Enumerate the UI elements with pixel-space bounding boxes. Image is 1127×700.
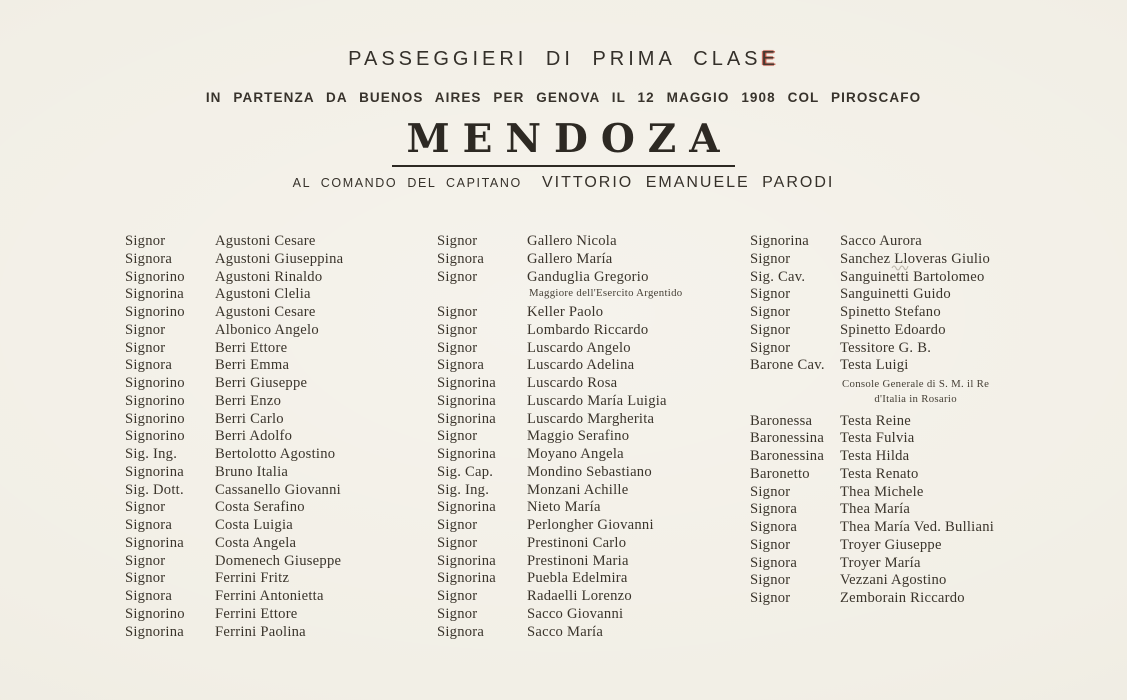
- passenger-name: Agustoni Rinaldo: [215, 268, 323, 285]
- passenger-row: [437, 464, 752, 482]
- passenger-honorific: Signorina: [437, 499, 497, 516]
- passenger-name: Spinetto Edoardo: [840, 321, 946, 338]
- passenger-row: [125, 606, 440, 624]
- passenger-name: Testa Luigi: [840, 357, 909, 374]
- passenger-honorific: Signor: [437, 321, 478, 338]
- passenger-row: [125, 233, 440, 251]
- passenger-row: [437, 251, 752, 269]
- passenger-row: [437, 233, 752, 251]
- passenger-name: Sanguinetti Bartolomeo: [840, 268, 985, 285]
- passenger-name: Berri Ettore: [215, 339, 288, 356]
- passenger-note: [842, 375, 989, 413]
- passenger-name: Puebla Edelmira: [527, 570, 628, 587]
- passenger-row: [125, 482, 440, 500]
- passenger-name: Bruno Italia: [215, 463, 289, 480]
- passenger-row: [750, 304, 1065, 322]
- passenger-row: [750, 572, 1065, 590]
- passenger-name: Troyer Giuseppe: [840, 536, 942, 553]
- passenger-honorific: Signorino: [125, 410, 185, 427]
- passenger-honorific: Sig. Cav.: [750, 268, 806, 285]
- passenger-note-line: d'Italia in Rosario: [874, 393, 957, 405]
- passenger-honorific: Signorino: [125, 428, 185, 445]
- passenger-honorific: Signorina: [437, 552, 497, 569]
- passenger-name: Berri Adolfo: [215, 428, 293, 445]
- passenger-name: Thea María Ved. Bulliani: [840, 519, 995, 535]
- passenger-name: Agustoni Cesare: [215, 304, 316, 320]
- passenger-name: Cassanello Giovanni: [215, 481, 341, 498]
- passenger-honorific: Signor: [437, 268, 478, 285]
- passenger-honorific: Signora: [750, 519, 798, 535]
- passenger-name: Troyer María: [840, 554, 921, 571]
- passenger-row: [437, 322, 752, 340]
- passenger-honorific: Signorina: [125, 463, 185, 480]
- passenger-honorific: Baronessina: [750, 430, 825, 447]
- passenger-row: [125, 340, 440, 358]
- passenger-honorific: Signor: [125, 339, 166, 356]
- passenger-row: [437, 535, 752, 553]
- passenger-name: Agustoni Giuseppina: [215, 250, 344, 267]
- passenger-name: Agustoni Cesare: [215, 233, 316, 249]
- passenger-row: [125, 411, 440, 429]
- document-title-text: PASSEGGIERI DI PRIMA CLAS: [348, 48, 762, 70]
- passenger-row: [750, 537, 1065, 555]
- passenger-honorific: Signora: [750, 554, 798, 571]
- passenger-name: Lombardo Riccardo: [527, 321, 649, 338]
- passenger-name: Domenech Giuseppe: [215, 552, 342, 569]
- departure-subtitle: IN PARTENZA DA BUENOS AIRES PER GENOVA IL 12 MAGGIO 1908 COL PIROSCAFO: [205, 90, 922, 105]
- passenger-row: [125, 304, 440, 322]
- passenger-row: [437, 428, 752, 446]
- passenger-name: Thea María: [840, 501, 911, 518]
- passenger-row: [437, 411, 752, 429]
- passenger-row: [437, 553, 752, 571]
- passenger-row: [437, 588, 752, 606]
- passenger-honorific: Signor: [750, 286, 791, 303]
- passenger-name: Testa Hilda: [840, 448, 910, 464]
- passenger-row: [437, 357, 752, 375]
- passenger-honorific: Signor: [125, 233, 166, 249]
- passenger-honorific: Sig. Ing.: [125, 446, 178, 462]
- passenger-honorific: Signor: [125, 321, 166, 338]
- passenger-honorific: Signor: [437, 428, 478, 445]
- passenger-honorific: Signorina: [437, 570, 497, 587]
- passenger-note: [529, 286, 682, 304]
- passenger-honorific: Signor: [750, 590, 791, 606]
- passenger-honorific: Signorina: [437, 446, 497, 462]
- passenger-name: Keller Paolo: [527, 304, 604, 320]
- passenger-row: [750, 484, 1065, 502]
- passenger-name: Costa Angela: [215, 534, 297, 551]
- passenger-honorific: Signorino: [125, 605, 185, 622]
- passenger-name: Gallero Nicola: [527, 233, 617, 249]
- passenger-honorific: Signor: [750, 572, 791, 589]
- passenger-honorific: Signorino: [125, 268, 185, 285]
- passenger-note-line: Console Generale di S. M. il Re: [842, 378, 990, 390]
- passenger-name: Luscardo Adelina: [527, 357, 635, 374]
- passenger-name: Ferrini Ettore: [215, 605, 298, 622]
- passenger-name: Costa Serafino: [215, 499, 305, 516]
- passenger-name: Ganduglia Gregorio: [527, 268, 649, 285]
- passenger-name: Ferrini Fritz: [215, 570, 290, 587]
- passenger-honorific: Signorino: [125, 375, 185, 391]
- passenger-honorific: Signorina: [437, 410, 497, 427]
- document-title: [0, 48, 1127, 71]
- passenger-row: [750, 555, 1065, 573]
- passenger-row: [750, 233, 1065, 251]
- passenger-honorific: Signora: [437, 623, 485, 640]
- command-line: [0, 174, 1127, 192]
- passenger-name: Bertolotto Agostino: [215, 446, 336, 462]
- passenger-name: Costa Luigia: [215, 517, 293, 533]
- passenger-row: [125, 588, 440, 606]
- passenger-honorific: Signora: [125, 357, 173, 374]
- passenger-row: [125, 570, 440, 588]
- passenger-row: [750, 340, 1065, 358]
- passenger-honorific: Baronessina: [750, 448, 825, 464]
- ship-name: MENDOZA: [392, 116, 734, 167]
- passenger-honorific: Signor: [125, 570, 166, 587]
- passenger-name: Luscardo Angelo: [527, 339, 631, 356]
- passenger-honorific: Signor: [437, 339, 478, 356]
- ship-name-block: [0, 116, 1127, 167]
- passenger-column-2: [437, 233, 752, 641]
- passenger-row: [437, 375, 752, 393]
- passenger-name: Berri Emma: [215, 357, 290, 374]
- passenger-honorific: Signora: [125, 517, 173, 533]
- passenger-row: [750, 448, 1065, 466]
- passenger-honorific: Signor: [125, 552, 166, 569]
- passenger-row: [437, 517, 752, 535]
- passenger-name: Agustoni Clelia: [215, 286, 311, 303]
- passenger-name: Thea Michele: [840, 483, 924, 500]
- passenger-name: Sanguinetti Guido: [840, 286, 951, 303]
- passenger-honorific: Signorino: [125, 304, 185, 320]
- passenger-honorific: Sig. Dott.: [125, 481, 184, 498]
- passenger-note-line: Maggiore dell'Esercito Argentido: [529, 287, 683, 300]
- passenger-row: [750, 322, 1065, 340]
- passenger-honorific: Signor: [750, 536, 791, 553]
- passenger-honorific: Signorina: [437, 375, 497, 391]
- passenger-row: [125, 499, 440, 517]
- passenger-honorific: Signor: [437, 304, 478, 320]
- passenger-row: [125, 357, 440, 375]
- passenger-honorific: Signora: [437, 250, 485, 267]
- passenger-name: Sanchez Lloveras Giulio: [840, 250, 991, 267]
- passenger-name: Prestinoni Maria: [527, 552, 629, 569]
- passenger-row: [750, 519, 1065, 537]
- pencil-squiggle-mark: [891, 263, 909, 272]
- passenger-honorific: Signorina: [125, 534, 185, 551]
- passenger-honorific: Signorino: [125, 392, 185, 409]
- passenger-row: [750, 501, 1065, 519]
- passenger-name: Zemborain Riccardo: [840, 590, 965, 606]
- passenger-row: [437, 570, 752, 588]
- passenger-name: Berri Enzo: [215, 392, 282, 409]
- passenger-row: [437, 304, 752, 322]
- passenger-name: Perlongher Giovanni: [527, 517, 654, 533]
- passenger-honorific: Signor: [125, 499, 166, 516]
- passenger-row: [437, 482, 752, 500]
- passenger-row: [125, 446, 440, 464]
- passenger-honorific: Signora: [125, 588, 173, 604]
- passenger-row: [125, 535, 440, 553]
- passenger-row: [437, 269, 752, 287]
- passenger-name: Berri Carlo: [215, 410, 284, 427]
- passenger-row: [125, 553, 440, 571]
- passenger-honorific: Signor: [437, 534, 478, 551]
- passenger-row: [125, 428, 440, 446]
- passenger-name: Ferrini Antonietta: [215, 588, 324, 604]
- passenger-honorific: Signor: [750, 321, 791, 338]
- passenger-row: [125, 269, 440, 287]
- passenger-row: [125, 322, 440, 340]
- passenger-column-3: [750, 233, 1065, 608]
- passenger-name: Moyano Angela: [527, 446, 624, 462]
- passenger-row: [437, 446, 752, 464]
- passenger-row: [125, 375, 440, 393]
- passenger-row: [750, 430, 1065, 448]
- passenger-row: [437, 393, 752, 411]
- passenger-row: [750, 466, 1065, 484]
- passenger-honorific: Baronessa: [750, 412, 813, 429]
- passenger-row: [437, 340, 752, 358]
- red-corrected-letter: E: [761, 48, 779, 70]
- passenger-name: Nieto María: [527, 499, 601, 516]
- passenger-row: [125, 393, 440, 411]
- passenger-row: [750, 286, 1065, 304]
- passenger-honorific: Signor: [750, 483, 791, 500]
- passenger-row: [437, 624, 752, 642]
- passenger-row: [125, 624, 440, 642]
- passenger-name: Sacco María: [527, 623, 604, 640]
- passenger-name: Mondino Sebastiano: [527, 463, 652, 480]
- passenger-name: Testa Fulvia: [840, 430, 915, 447]
- passenger-row: [750, 413, 1065, 431]
- passenger-honorific: Sig. Ing.: [437, 481, 490, 498]
- passenger-name: Sacco Aurora: [840, 233, 923, 249]
- passenger-name: Tessitore G. B.: [840, 339, 932, 356]
- passenger-name: Gallero María: [527, 250, 613, 267]
- passenger-name: Testa Renato: [840, 465, 919, 482]
- passenger-row: [125, 464, 440, 482]
- passenger-row: [125, 517, 440, 535]
- passenger-row: [437, 606, 752, 624]
- passenger-name: Sacco Giovanni: [527, 605, 624, 622]
- passenger-name: Radaelli Lorenzo: [527, 588, 632, 604]
- passenger-name: Luscardo Rosa: [527, 375, 618, 391]
- passenger-honorific: Baronetto: [750, 465, 810, 482]
- passenger-name: Albonico Angelo: [215, 321, 319, 338]
- passenger-honorific: Signora: [125, 250, 173, 267]
- passenger-row: [125, 286, 440, 304]
- passenger-row: [125, 251, 440, 269]
- passenger-honorific: Signorina: [125, 286, 185, 303]
- passenger-name: Maggio Serafino: [527, 428, 630, 445]
- passenger-honorific: Signora: [437, 357, 485, 374]
- passenger-row: [437, 499, 752, 517]
- passenger-honorific: Signor: [750, 250, 791, 267]
- passenger-honorific: Signor: [750, 304, 791, 320]
- passenger-column-1: [125, 233, 440, 641]
- passenger-name: Spinetto Stefano: [840, 304, 941, 320]
- passenger-honorific: Signor: [437, 588, 478, 604]
- passenger-name: Berri Giuseppe: [215, 375, 308, 391]
- passenger-row: [750, 590, 1065, 608]
- passenger-honorific: Signor: [437, 605, 478, 622]
- passenger-name: Ferrini Paolina: [215, 623, 306, 640]
- passenger-honorific: Signorina: [437, 392, 497, 409]
- passenger-name: Prestinoni Carlo: [527, 534, 627, 551]
- passenger-name: Monzani Achille: [527, 481, 629, 498]
- passenger-honorific: Signor: [750, 339, 791, 356]
- passenger-name: Luscardo Margherita: [527, 410, 655, 427]
- passenger-honorific: Signora: [750, 501, 798, 518]
- passenger-honorific: Signor: [437, 517, 478, 533]
- passenger-honorific: Barone Cav.: [750, 357, 825, 374]
- passenger-row: [750, 357, 1065, 375]
- passenger-honorific: Signorina: [125, 623, 185, 640]
- passenger-name: Luscardo María Luigia: [527, 392, 667, 409]
- passenger-honorific: Signor: [437, 233, 478, 249]
- passenger-honorific: Sig. Cap.: [437, 463, 494, 480]
- passenger-honorific: Signorina: [750, 233, 810, 249]
- passenger-name: Testa Reine: [840, 412, 912, 429]
- command-prefix: AL COMANDO DEL CAPITANO: [292, 176, 522, 190]
- captain-name: VITTORIO EMANUELE PARODI: [541, 174, 835, 191]
- passenger-name: Vezzani Agostino: [840, 572, 947, 589]
